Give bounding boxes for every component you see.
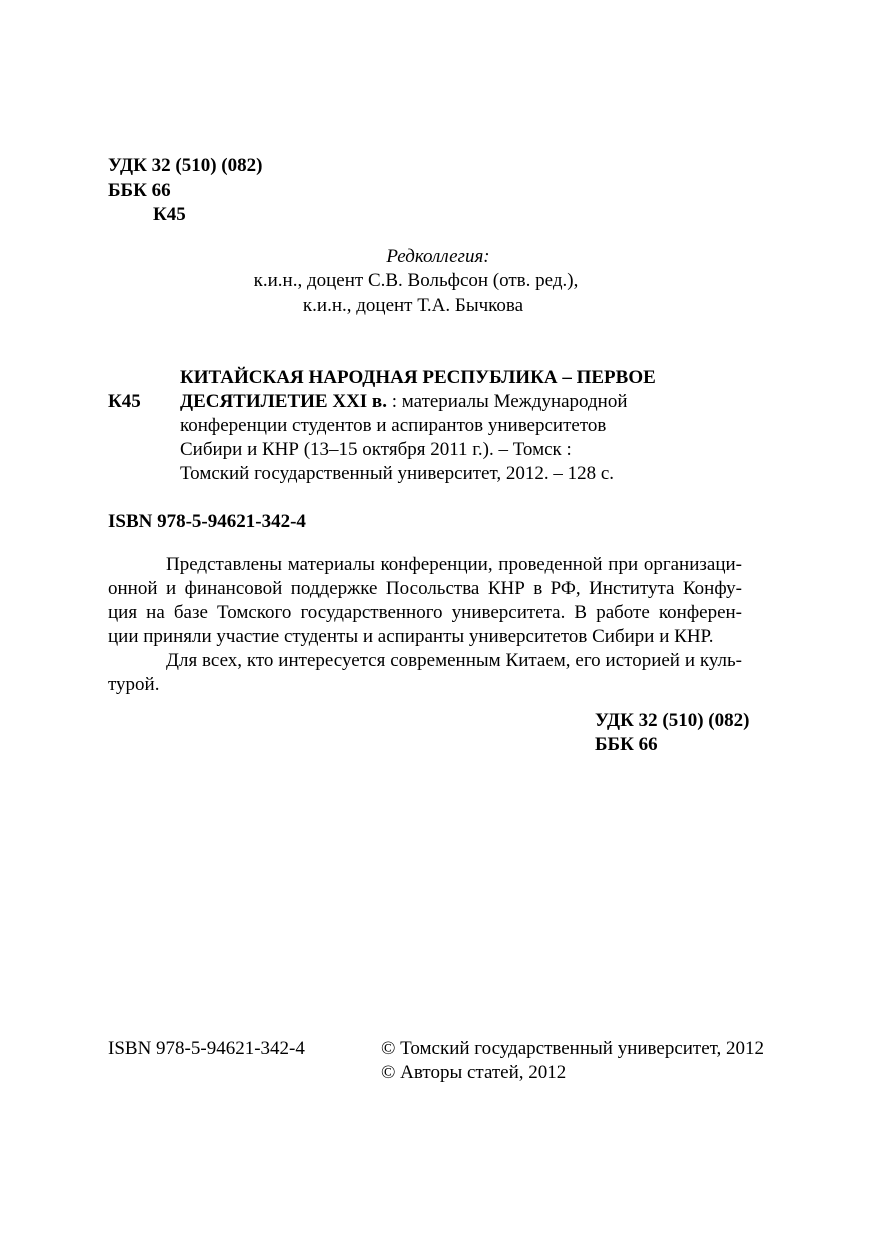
book-title-line: КИТАЙСКАЯ НАРОДНАЯ РЕСПУБЛИКА – ПЕРВОЕ xyxy=(180,367,656,388)
book-title-line xyxy=(180,391,628,413)
editorial-board-title: Редколлегия: xyxy=(386,246,490,267)
annotation-line: Для всех, кто интересуется современным Китаем, его историей и куль- xyxy=(166,650,742,671)
entry-description-line: Томский государственный университет, 2012. – 128 с. xyxy=(180,463,615,484)
author-mark-entry: К45 xyxy=(108,391,141,412)
book-title-bold: ДЕСЯТИЛЕТИЕ XXI в. xyxy=(180,391,387,412)
isbn-main: ISBN 978-5-94621-342-4 xyxy=(108,511,306,532)
annotation-line: онной и финансовой поддержке Посольства КНР в РФ, Института Конфу- xyxy=(108,578,742,599)
bbk-code-bottom: ББК 66 xyxy=(595,734,658,755)
udk-code-top: УДК 32 (510) (082) xyxy=(108,155,263,176)
entry-description-line: конференции студентов и аспирантов университетов xyxy=(180,415,607,436)
entry-description: : материалы Международной xyxy=(386,391,628,412)
editorial-board-member: к.и.н., доцент С.В. Вольфсон (отв. ред.), xyxy=(253,270,579,291)
isbn-footer: ISBN 978-5-94621-342-4 xyxy=(108,1038,305,1059)
annotation-line: ции приняли участие студенты и аспиранты университетов Сибири и КНР. xyxy=(108,626,714,647)
annotation-line: турой. xyxy=(108,674,160,695)
editorial-board-member: к.и.н., доцент Т.А. Бычкова xyxy=(302,295,524,316)
udk-code-bottom: УДК 32 (510) (082) xyxy=(595,710,750,731)
entry-description-line: Сибири и КНР (13–15 октября 2011 г.). – Томск : xyxy=(180,439,572,460)
copyright-line: © Томский государственный университет, 2012 xyxy=(381,1038,765,1059)
annotation-line: ция на базе Томского государственного университета. В работе конферен- xyxy=(108,602,742,623)
annotation-line: Представлены материалы конференции, проведенной при организаци- xyxy=(166,554,742,575)
bbk-code-top: ББК 66 xyxy=(108,180,171,201)
copyright-line: © Авторы статей, 2012 xyxy=(381,1062,567,1083)
author-mark-top: К45 xyxy=(153,204,186,225)
